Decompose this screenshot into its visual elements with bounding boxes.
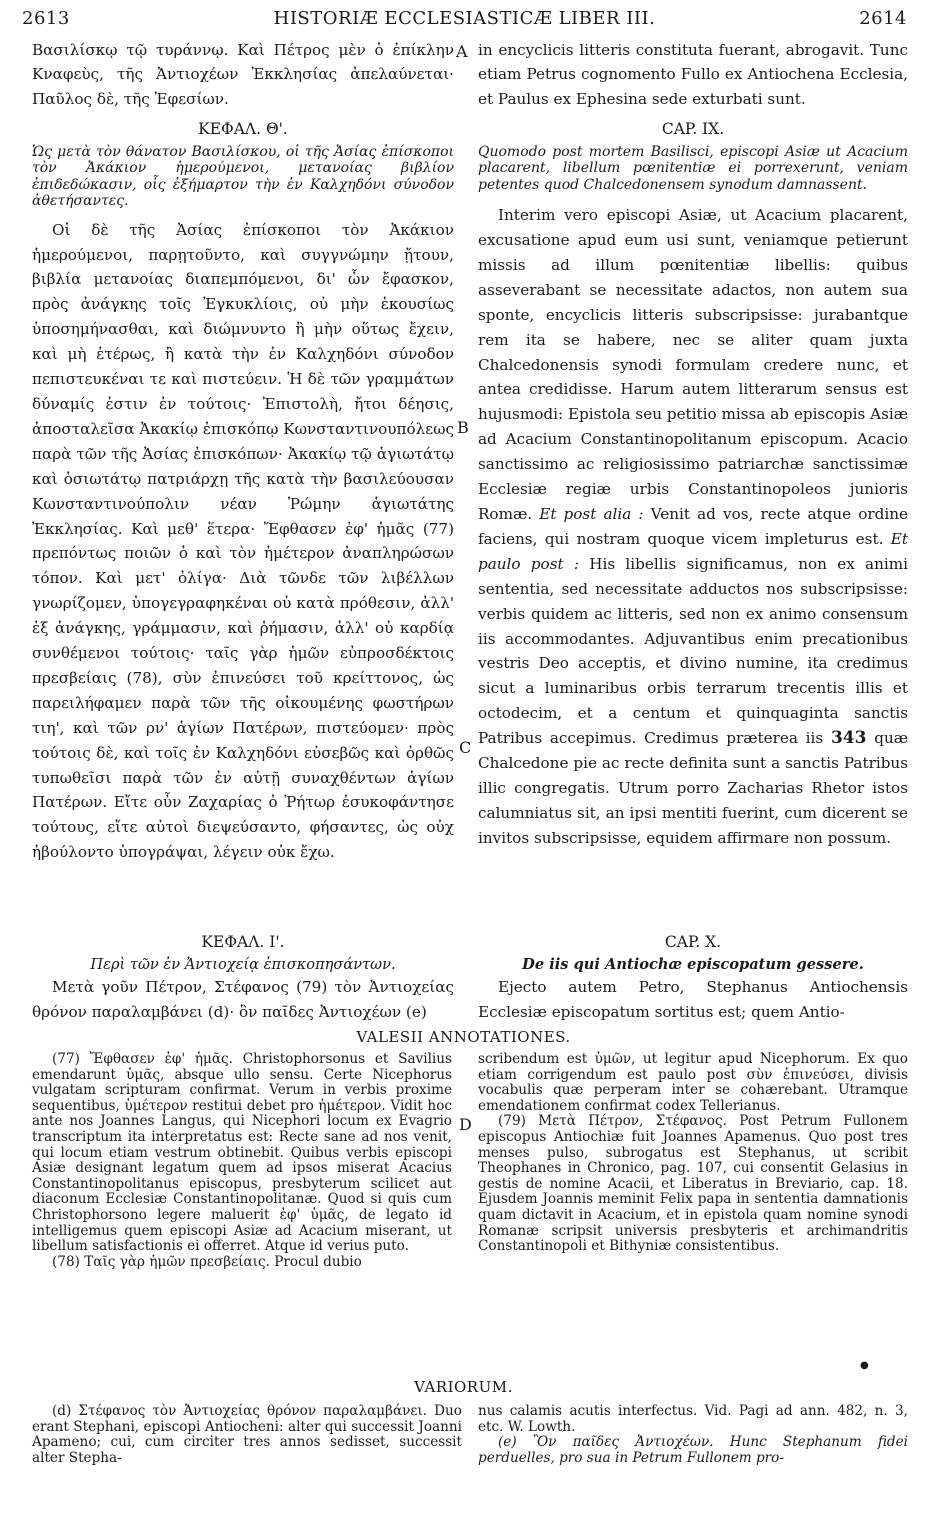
variorum-note-d: (d) Στέφανος τὸν Ἀντιοχείας θρόνον παραλαμβάνει. Duo erant Stephani, episcopi Antiocheni: alter qui successit Joanni Apameno; cui, cum circiter tres annos sedisset, successit alter Stepha- bbox=[32, 1403, 462, 1466]
variorum-note-d-continued: nus calamis acutis interfectus. Vid. Pagi ad ann. 482, n. 3, etc. W. Lowth. bbox=[478, 1403, 908, 1435]
note-77: (77) Ἔφθασεν ἐφ' ἡμᾶς. Christophorsonus et Savilius emendarunt ὑμᾶς, absque ullo sensu. Certe Nicephorus vulgatam scripturam confirmat. Verum in verbis proxime sequentibus, ὑμέτερον restitui debet pro ἡμέτερον. Vidit hoc ante nos Joannes Langus, qui Nicephori locum ex Evagrio transcriptum ita interpretatus est: Recte sane ad nos venit, qui locum etiam vestrum obtinebit. Quibus verbis episcopi Asiæ designant legatum quem ad ipsos miserat Acacius Constantinopolitanus episcopus, presbyterum scilicet aut diaconum Ecclesiæ Constantinopolitanæ. Quod si quis cum Christophorsono legere maluerit ἐφ' ὑμᾶς, de legato id intelligemus quem episcopi Asiæ ad Acacium miserant, ut libellum satisfactionis ei offerret. Atque id verius puto. bbox=[32, 1051, 452, 1255]
greek-column bbox=[32, 38, 454, 865]
margin-letter-b: B bbox=[457, 418, 469, 437]
note-78-continued: scribendum est ὑμῶν, ut legitur apud Nicephorum. Ex quo etiam corrigendum est paulo post σὺν ἐπινεύσει, divisis vocabulis quæ perperam inter se cohærebant. Utramque emendationem confirmat codex Tellerianus. bbox=[478, 1051, 908, 1114]
latin-chapter-9-title: CAP. IX. bbox=[661, 120, 725, 139]
greek-chapter-10-summary: Περὶ τῶν ἐν Ἀντιοχείᾳ ἐπισκοπησάντων. bbox=[90, 956, 396, 974]
valesii-annotationes-title: VALESII ANNOTATIONES. bbox=[356, 1028, 571, 1046]
latin-chapter-9-summary: Quomodo post mortem Basilisci, episcopi Asiæ ut Acacium placarent, libellum pœnitentiæ ei porrexerunt, veniam petentes quod Chalcedonensem synodum damnassent. bbox=[478, 143, 908, 193]
latin-intro: in encyclicis litteris constituta fuerant, abrogavit. Tunc etiam Petrus cognomento Fullo ex Antiochena Ecclesia, et Paulus ex Ephesina sede exturbati sunt. bbox=[478, 41, 908, 108]
right-page-number: 2614 bbox=[859, 8, 907, 29]
et-post-alia: Et post alia : bbox=[539, 505, 644, 523]
running-header bbox=[22, 8, 907, 36]
latin-chapter-10-summary: De iis qui Antiochæ episcopatum gessere. bbox=[522, 956, 864, 974]
latin-column bbox=[478, 38, 908, 851]
greek-chapter-10-title: ΚΕΦΑΛ. Ι'. bbox=[201, 933, 285, 951]
bullet-mark-icon: ● bbox=[860, 1360, 869, 1371]
page-number-343: 343 bbox=[830, 728, 867, 749]
valesii-notes-left bbox=[32, 1052, 452, 1270]
greek-chapter-10 bbox=[32, 930, 454, 1024]
running-title: HISTORIÆ ECCLESIASTICÆ LIBER III. bbox=[273, 8, 656, 29]
greek-chapter-10-text: Μετὰ γοῦν Πέτρον, Στέφανος (79) τὸν Ἀντιοχείας θρόνον παραλαμβάνει (d)· ὃν παῖδες Ἀντιοχέων (e) bbox=[32, 978, 454, 1021]
note-79: (79) Μετὰ Πέτρον, Στέφανος. Post Petrum Fullonem episcopus Antiochiæ fuit Joannes Apamenus. Quo post tres menses pulso, subrogatus est Stephanus, ut scribit Theophanes in Chronico, pag. 107, cui consentit Gelasius in gestis de nomine Acacii, et Liberatus in Breviario, cap. 18. Ejusdem Joannis meminit Felix papa in sententia damnationis quam dictavit in Acacium, et in epistola quam nomine synodi Romanæ scripsit universis presbyteris et archimandritis Constantinopoli et Bithyniæ consistentibus. bbox=[478, 1113, 908, 1255]
margin-letter-c: C bbox=[459, 738, 472, 757]
greek-chapter-9-text: Οἱ δὲ τῆς Ἀσίας ἐπίσκοποι τὸν Ἀκάκιον ἡμερούμενοι, παρῃτοῦντο, καὶ συγγνώμην ᾔτουν, βιβλία μετανοίας διαπεμπόμενοι, δι' ὧν ἔφασκον, πρὸς ἀνάγκης τοῖς Ἐγκυκλίοις, οὐ μὴν ἑκουσίως ὑποσημήνασθαι, καὶ διώμνυντο ἢ μὴν οὕτως ἔχειν, καὶ μὴ ἑτέρως, ἢ κατὰ τὴν ἐν Καλχηδόνι σύνοδον πεπιστευκέναι τε καὶ πιστεύειν. Ἡ δὲ τῶν γραμμάτων δύναμίς ἐστιν ἐν τούτοις· Ἐπιστολὴ, ἤτοι δέησις, ἀποσταλεῖσα Ἀκακίῳ ἐπισκόπῳ Κωνσταντινουπόλεως παρὰ τῶν τῆς Ἀσίας ἐπισκόπων· Ἀκακίῳ τῷ ἁγιωτάτῳ καὶ ὁσιωτάτῳ πατριάρχῃ τῆς κατὰ τὴν βασιλεύουσαν Κωνσταντινούπολιν νέαν Ῥώμην ἁγιωτάτης Ἐκκλησίας. Καὶ μεθ' ἕτερα· Ἔφθασεν ἐφ' ἡμᾶς (77) πρεπόντως ποιῶν ὁ καὶ τὸν ἡμέτερον ἀναπληρώσων τόπον. Καὶ μετ' ὀλίγα· Διὰ τῶνδε τῶν λιβέλλων γνωρίζομεν, ὑπογεγραφηκέναι οὐ κατὰ πρόθεσιν, ἀλλ' ἐξ ἀνάγκης, γράμμασιν, καὶ ῥήμασιν, ἀλλ' οὐ καρδίᾳ συνθέμενοι τούτοις· ταῖς γὰρ ἡμῶν εὐπροσδέκτοις πρεσβείαις (78), σὺν ἐπινεύσει τοῦ κρείττονος, ὡς παρειλήφαμεν παρὰ τῶν τῆς οἰκουμένης φωστήρων τιη', καὶ τῶν ρν' ἁγίων Πατέρων, πιστεύομεν· πρὸς τούτοις δὲ, καὶ τοῖς ἐν Καλχηδόνι εὐσεβῶς καὶ ὀρθῶς τυπωθεῖσι παρὰ τῶν ἐν αὐτῇ συναχθέντων ἁγίων Πατέρων. Εἴτε οὖν Ζαχαρίας ὁ Ῥήτωρ ἐσυκοφάντησε τούτους, εἴτε αὐτοὶ διεψεύσαντο, φήσαντες, ὡς οὐχ ἠβούλοντο ὑπογράψαι, λέγειν οὐκ ἔχω. bbox=[32, 220, 454, 862]
latin-chapter-10 bbox=[478, 930, 908, 1024]
greek-intro: Βασιλίσκῳ τῷ τυράννῳ. Καὶ Πέτρος μὲν ὁ ἐπίκλην Κναφεὺς, τῆς Ἀντιοχέων Ἐκκλησίας ἀπελαύνεται· Παῦλος δὲ, τῆς Ἐφεσίων. bbox=[32, 41, 454, 108]
margin-letter-d: D bbox=[459, 1115, 472, 1134]
latin-chapter-10-text: Ejecto autem Petro, Stephanus Antiochensis Ecclesiæ episcopatum sortitus est; quem Antio- bbox=[478, 978, 908, 1021]
et-paulo-post: Et paulo post : bbox=[478, 529, 908, 573]
latin-text-part-c: His libellis significamus, non ex animi sententia, sed necessitate adductos nos subscripsisse: verbis quidem ac litteris, sed non ex animo consensum iis accommodantes. Adjuvantibus enim precationibus vestris Deo acceptis, et divino numine, ita credimus sicut a luminaribus orbis terrarum trecentis illis et octodecim, et a centum et quinquaginta sanctis Patribus accepimus. Credimus præterea iis bbox=[478, 554, 909, 748]
margin-letter-a: A bbox=[456, 42, 468, 61]
latin-chapter-10-title: CAP. X. bbox=[664, 933, 722, 951]
valesii-notes-right bbox=[478, 1052, 908, 1255]
latin-text-part-a: Interim vero episcopi Asiæ, ut Acacium placarent, excusatione apud eum usi sunt, veniamque petierunt missis ad illum pœnitentiæ libellis: quibus asseverabant se necessitate adactos, non autem sua sponte, encyclicis litteris subscripsisse: jurabantque rem ita se habere, nec se aliter quam juxta Chalcedonensis synodi formulam credere nunc, et antea credidisse. Harum autem litterarum sensus est hujusmodi: Epistola seu petitio missa ab episcopis Asiæ ad Acacium Constantinopolitanum episcopum. Acacio sanctissimo ac religiosissimo patriarchæ sanctissimæ Ecclesiæ regiæ urbis Constantinopoleos junioris Romæ. bbox=[478, 206, 908, 523]
variorum-note-e: (e) Ὃν παῖδες Ἀντιοχέων. Hunc Stephanum fidei perduelles, pro sua in Petrum Fullonem pro- bbox=[478, 1434, 908, 1466]
latin-chapter-9-text bbox=[478, 203, 908, 851]
variorum-notes-left bbox=[32, 1404, 462, 1466]
latin-text-part-d: quæ Chalcedone pie ac recte definita sunt a sanctis Patribus illic congregatis. Utrum porro Zacharias Rhetor istos calumniatus sit, an ipsi mentiti fuerint, cum dicerent se invitos subscripsisse, equidem affirmare non possum. bbox=[478, 729, 908, 847]
variorum-notes-right bbox=[478, 1404, 908, 1466]
greek-chapter-9-title: ΚΕΦΑΛ. Θ'. bbox=[198, 120, 288, 139]
variorum-title: VARIORUM. bbox=[414, 1378, 513, 1396]
left-page-number: 2613 bbox=[22, 8, 70, 29]
greek-chapter-9-summary: Ὡς μετὰ τὸν θάνατον Βασιλίσκου, οἱ τῆς Ἀσίας ἐπίσκοποι τὸν Ἀκάκιον ἡμερούμενοι, μετανοίας βιβλίον ἐπιδεδώκασιν, οἷς ἐξήμαρτον τὴν ἐν Καλχηδόνι σύνοδον ἀθετήσαντες. bbox=[32, 143, 454, 210]
latin-text-part-b: Venit ad vos, recte atque ordine faciens, qui nostram quoque vicem impleturus est. bbox=[478, 505, 909, 548]
note-78: (78) Ταῖς γὰρ ἡμῶν πρεσβείαις. Procul dubio bbox=[52, 1253, 362, 1270]
